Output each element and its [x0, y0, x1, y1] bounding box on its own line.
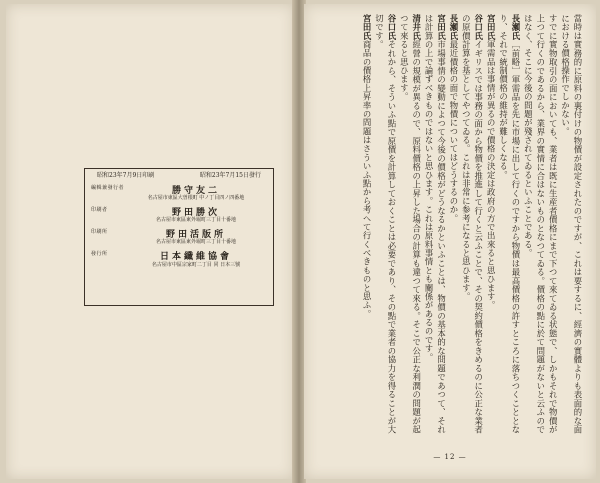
- colophon-publisher: [91, 252, 267, 268]
- speaker-name: 宮田氏: [362, 14, 373, 41]
- speaker-name: 宮田氏: [486, 14, 497, 41]
- page-number: — 12 —: [433, 453, 467, 461]
- body-text: [320, 14, 584, 434]
- printer-name: 野田勝次: [171, 207, 220, 218]
- printer-label: 印刷者: [91, 206, 108, 213]
- speaker-line: [398, 14, 423, 434]
- print-shop-label: 印刷所: [91, 229, 108, 236]
- speaker-name: 長瀬氏: [448, 14, 459, 41]
- colophon-print-shop: [91, 230, 267, 246]
- speaker-text: ［前略］軍需品を先に市場に出して行くのですから物價は最高價格の許すところに落ちつくこととなり、それで統制價格の維持が難しくなる。: [498, 14, 521, 434]
- speaker-name: 谷口氏: [386, 14, 397, 41]
- speaker-line: [361, 14, 373, 434]
- colophon-box: [84, 168, 274, 306]
- speaker-text: それから、そういふ點で原價を計算しておくことは必要であり、その點で業者の協力を得ることが大切です。: [374, 14, 397, 434]
- speaker-line: [497, 14, 522, 434]
- speaker-name: 宮田氏: [436, 14, 447, 41]
- colophon-dates: [91, 173, 267, 186]
- printed-date: 昭和23年7月9日印刷: [97, 172, 155, 179]
- speaker-line: [485, 14, 497, 434]
- speaker-name: 谷口氏: [473, 14, 484, 41]
- speaker-line: [448, 14, 460, 434]
- publisher-address: 名古屋市中區宗家町二丁目 同 日本三號: [151, 261, 241, 268]
- speaker-line: [460, 14, 485, 434]
- editor-name: 勝守友二: [171, 185, 220, 196]
- print-shop-address: 名古屋市東區東外堀町三丁目十番地: [155, 239, 236, 246]
- speaker-line: [423, 14, 448, 434]
- speaker-line: [373, 14, 398, 434]
- speaker-name: 長瀬氏: [510, 14, 521, 41]
- printer-address: 名古屋市東區東外堀町三丁目十番地: [155, 217, 236, 224]
- speaker-text: 商品の價格上昇率の問題はさういふ點から考へて行くべきものと思ふ。: [362, 40, 373, 319]
- speaker-text: 最近價格の面で物價についてはどうするのか。: [448, 40, 459, 223]
- print-shop-name: 野田活版所: [165, 230, 226, 241]
- editor-label: 編輯兼發行者: [91, 184, 125, 191]
- paragraph: すでに實物取引の面においても、業者は既に生産者價格にまで下つて來てゐる状態で、しかもそれで物價が上つて行くのであるから、業界の實情に合はないものとなつてゐる。價格の點に於て問題がないと云ふのではなく、そこに今後の問題が殘されてゐるといふことである。: [523, 14, 559, 434]
- editor-address: 名古屋市東區大曽根町 中ノ丁目四ノ四番地: [147, 195, 245, 202]
- speaker-text: 市場事情の變動によつて今後の價格がどうなるかといふことは、物價の基本的な問題であつて、それは計算の上で論ずべきものではないと思ひます。これは原料事情とも關係があるのです。: [424, 14, 447, 434]
- speaker-name: 清井氏: [411, 14, 422, 41]
- colophon-editor: [91, 186, 267, 202]
- speaker-text: イギリスでは事務の面から物價を推進して行くと云ふことで、その契約價格をきめるのに公正な業者の原價計算を基としてやつてゐる。これは非常に参考になると思ひます。: [461, 14, 484, 434]
- colophon-printer: [91, 208, 267, 224]
- publisher-name: 日本纖維協會: [159, 252, 232, 263]
- speaker-text: 軍需品は事情が異るので價格の決定は政府の方で出來ると思ひます。: [486, 40, 497, 310]
- paragraph: 當時は實務的に原料の裏付けの物價が設定されたのですが、これは要するに、經濟の實體よりも表面的な面における價格操作でしかない。: [560, 14, 583, 434]
- issued-date: 昭和23年7月15日發行: [199, 172, 261, 179]
- publisher-label: 發行所: [91, 251, 108, 258]
- speaker-text: 經營の規模が異るので、原料價格の上昇した場合の計算も違つて來る。そこで公正な利潤の問題が起つて來ると思ひます。: [399, 14, 422, 434]
